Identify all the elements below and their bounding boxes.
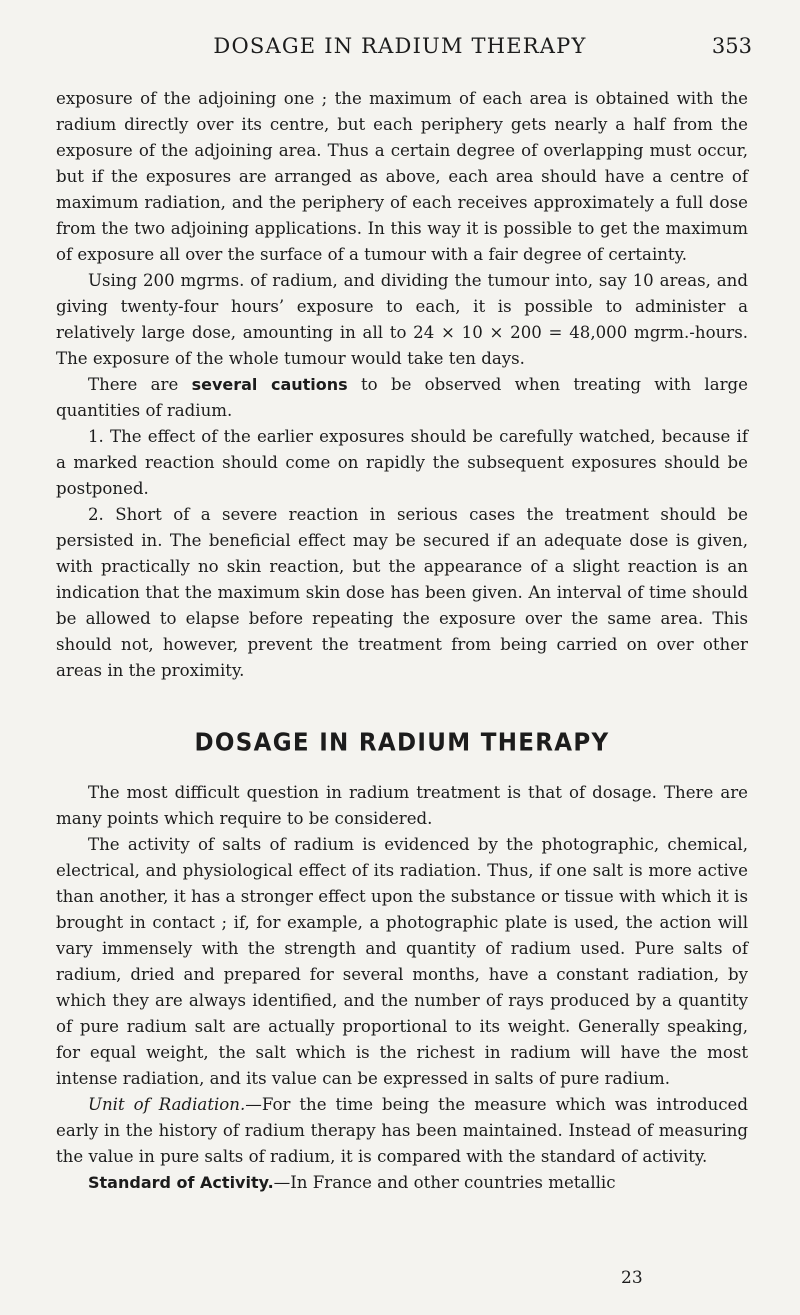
paragraph-overlap: exposure of the adjoining one ; the maximum of each area is obtained with the radium directly over its centre, but each periphery gets nearly a half from the exposure of the adjoining area. Thus a certain degree of overlapping must occur, but if the exposures are arranged as above, each area should have a centre of maximum radiation, and the periphery of each receives approximately a full dose from the two adjoining applications. In this way it is possible to get the maximum of exposure all over the surface of a tumour with a fair degree of certainty. xyxy=(56,89,748,264)
paragraph-dosage-intro: The most difficult question in radium treatment is that of dosage. There are many points which require to be considered. xyxy=(56,783,748,828)
standard-of-activity-text: —In France and other countries metallic xyxy=(273,1173,616,1192)
cautions-emphasis: several cautions xyxy=(191,375,348,394)
paragraph-activity: The activity of salts of radium is evidenced by the photographic, chemical, electrical, and physiological effect of its radiation. Thus, if one salt is more active than another, it has a stronger effect upon the substance or tissue with which it is brought in contact ; if, for example, a photographic plate is used, the action will vary immensely with the strength and quantity of radium used. Pure salts of radium, dried and prepared for several months, have a constant radiation, by which they are always identified, and the number of rays produced by a quantity of pure radium salt are actually proportional to its weight. Generally speaking, for equal weight, the salt which is the richest in radium will have the most intense radiation, and its value can be expressed in salts of pure radium. xyxy=(56,835,748,1088)
paragraph-caution-1: 1. The effect of the earlier exposures should be carefully watched, because if a marked reaction should come on rapidly the subsequent exposures should be postponed. xyxy=(56,427,748,498)
paragraph-standard-of-activity xyxy=(56,1170,748,1196)
cautions-lead: There are xyxy=(88,375,192,394)
section-heading: DOSAGE IN RADIUM THERAPY xyxy=(194,728,610,758)
running-head xyxy=(0,34,800,64)
paragraph-caution-2: 2. Short of a severe reaction in serious cases the treatment should be persisted in. The beneficial effect may be secured if an adequate dose is given, with practically no skin reaction, but the appearance of a slight reaction is an indication that the maximum skin dose has been given. An interval of time should be allowed to elapse before repeating the exposure over the same area. This should not, however, prevent the treatment from being carried on over other areas in the proximity. xyxy=(56,505,748,680)
standard-of-activity-term: Standard of Activity. xyxy=(88,1173,274,1192)
paragraph-cautions xyxy=(56,372,748,424)
page-body xyxy=(56,86,748,1196)
unit-of-radiation-text: —For the time being the measure which was introduced early in the history of radium therapy has been maintained. Instead of measuring the value in pure salts of radium, it is compared with the standard of activity. xyxy=(56,1095,748,1166)
signature-mark: 23 xyxy=(621,1268,643,1288)
paragraph-dose-calculation: Using 200 mgrms. of radium, and dividing the tumour into, say 10 areas, and giving twenty-four hours’ exposure to each, it is possible to administer a relatively large dose, amounting in all to 24 × 10 × 200 = 48,000 mgrm.-hours. The exposure of the whole tumour would take ten days. xyxy=(56,271,748,368)
running-title: DOSAGE IN RADIUM THERAPY xyxy=(213,34,587,58)
paragraph-unit-of-radiation xyxy=(56,1092,748,1170)
unit-of-radiation-term: Unit of Radiation. xyxy=(88,1095,246,1114)
page-number: 353 xyxy=(711,34,752,58)
cautions-rest: to be observed when treating with large quantities of radium. xyxy=(56,375,748,420)
